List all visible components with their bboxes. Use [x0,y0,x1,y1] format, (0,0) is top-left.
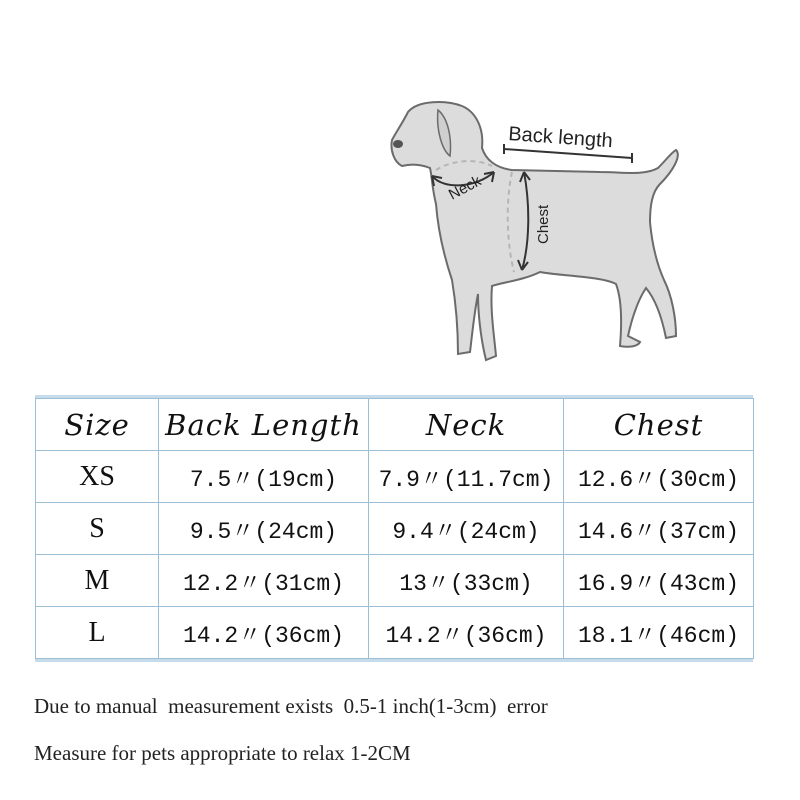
back-length-cell: 12.2〃(31cm) [159,555,369,607]
neck-cell: 9.4〃(24cm) [369,503,564,555]
table-bottom-border [35,659,753,662]
back-length-cell: 14.2〃(36cm) [159,607,369,659]
size-cell: S [36,503,159,555]
header-back-length: Back Length [159,399,369,451]
dog-nose [393,140,403,148]
measurement-error-note: Due to manual measurement exists 0.5-1 inch(1-3cm) error [34,694,548,718]
header-neck: Neck [369,399,564,451]
back-length-cell: 9.5〃(24cm) [159,503,369,555]
size-cell: L [36,607,159,659]
chest-cell: 14.6〃(37cm) [564,503,754,555]
neck-cell: 7.9〃(11.7cm) [369,451,564,503]
relax-measure-note: Measure for pets appropriate to relax 1-2CM [34,741,411,765]
header-chest: Chest [564,399,754,451]
size-cell: XS [36,451,159,503]
neck-label: Neck [445,172,485,204]
neck-cell: 14.2〃(36cm) [369,607,564,659]
dog-measurement-diagram [370,90,700,370]
chest-cell: 12.6〃(30cm) [564,451,754,503]
back-length-cell: 7.5〃(19cm) [159,451,369,503]
table-header-row [36,399,754,451]
neck-cell: 13〃(33cm) [369,555,564,607]
header-size: Size [36,399,159,451]
chest-cell: 18.1〃(46cm) [564,607,754,659]
size-chart-table [35,398,754,659]
chest-cell: 16.9〃(43cm) [564,555,754,607]
table-row [36,503,754,555]
chest-label: Chest [535,204,552,244]
size-cell: M [36,555,159,607]
back-length-label: Back length [507,123,614,153]
table-row [36,607,754,659]
table-row [36,555,754,607]
table-row [36,451,754,503]
